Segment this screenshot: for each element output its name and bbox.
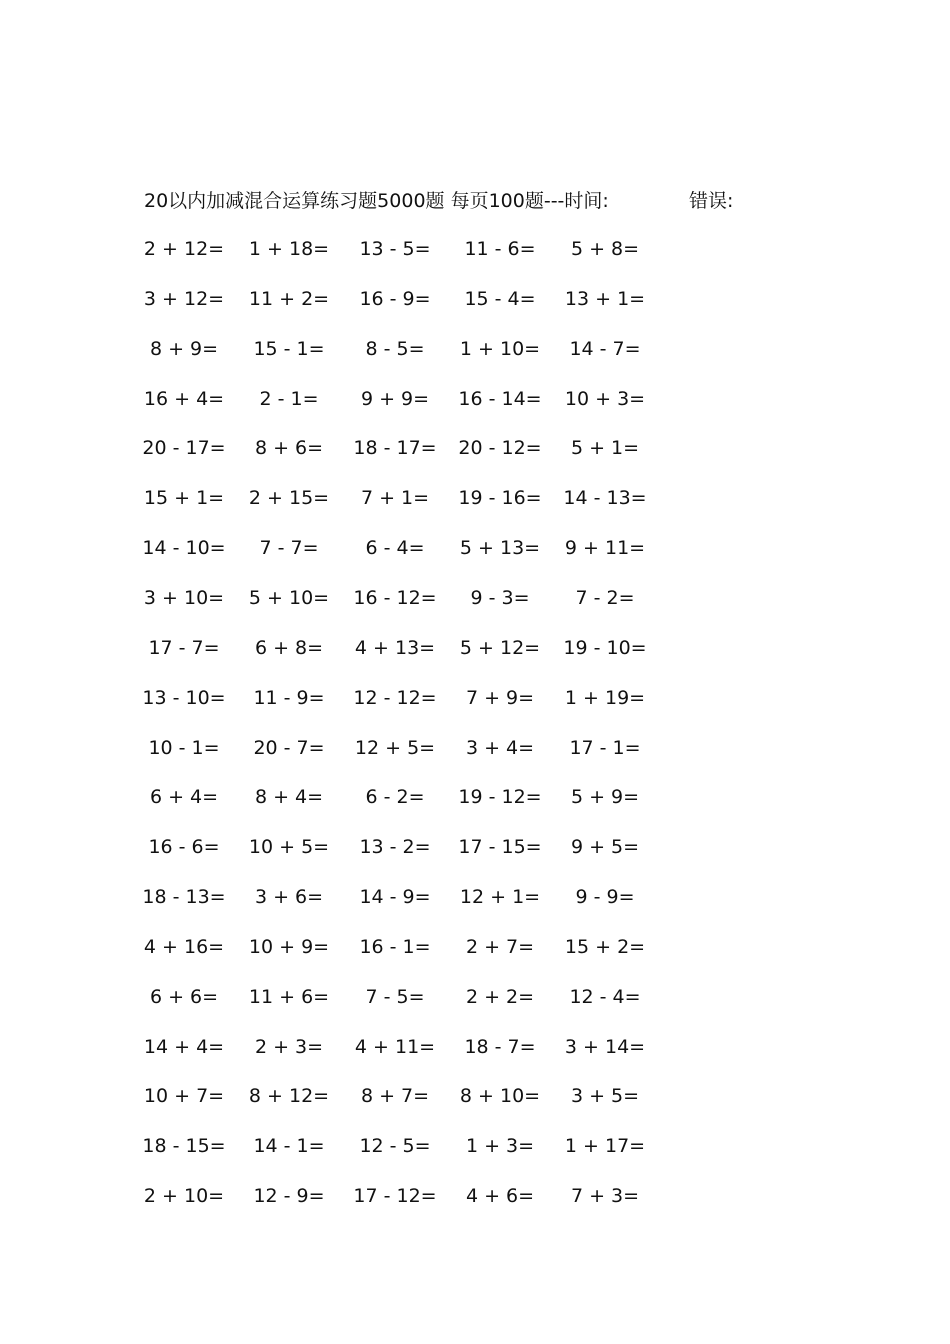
math-problem: 9 + 11= — [564, 537, 646, 559]
math-problem: 3 + 5= — [570, 1085, 640, 1107]
math-problem: 13 - 5= — [359, 238, 431, 260]
math-problem: 12 - 9= — [253, 1185, 325, 1207]
math-problem: 18 - 17= — [353, 437, 437, 459]
math-problem: 1 + 19= — [564, 687, 646, 709]
math-problem: 1 + 18= — [248, 238, 330, 260]
math-problem: 20 - 12= — [458, 437, 542, 459]
math-problem: 5 + 10= — [248, 587, 330, 609]
math-problem: 6 - 2= — [365, 786, 425, 808]
math-problem: 3 + 12= — [143, 288, 225, 310]
math-problem: 12 - 12= — [353, 687, 437, 709]
math-problem: 18 - 15= — [142, 1135, 226, 1157]
math-problem: 14 - 10= — [142, 537, 226, 559]
math-problem: 1 + 10= — [459, 338, 541, 360]
math-problem: 5 + 8= — [570, 238, 640, 260]
math-problem: 2 + 7= — [465, 936, 535, 958]
math-problem: 14 - 1= — [253, 1135, 325, 1157]
math-problem: 19 - 12= — [458, 786, 542, 808]
math-problem: 16 + 4= — [143, 388, 225, 410]
math-problem: 4 + 11= — [354, 1036, 436, 1058]
math-problem: 6 + 4= — [149, 786, 219, 808]
math-problem: 16 - 1= — [359, 936, 431, 958]
math-problem: 4 + 13= — [354, 637, 436, 659]
math-problem: 20 - 17= — [142, 437, 226, 459]
math-problem: 11 - 6= — [464, 238, 536, 260]
math-problem: 18 - 13= — [142, 886, 226, 908]
math-problem: 13 + 1= — [564, 288, 646, 310]
math-problem: 7 - 7= — [259, 537, 319, 559]
math-problem: 9 - 9= — [575, 886, 635, 908]
math-problem: 6 + 6= — [149, 986, 219, 1008]
math-problem: 15 + 2= — [564, 936, 646, 958]
math-problem: 3 + 6= — [254, 886, 324, 908]
math-problem: 4 + 6= — [465, 1185, 535, 1207]
math-problem: 19 - 10= — [563, 637, 647, 659]
math-problem: 16 - 14= — [458, 388, 542, 410]
math-problem: 2 + 12= — [143, 238, 225, 260]
math-problem: 1 + 3= — [465, 1135, 535, 1157]
math-problem: 5 + 13= — [459, 537, 541, 559]
math-problem: 12 - 5= — [359, 1135, 431, 1157]
worksheet-title: 20以内加减混合运算练习题5000题 每页100题---时间: — [144, 190, 609, 212]
math-problem: 8 + 7= — [360, 1085, 430, 1107]
math-problem: 12 + 1= — [459, 886, 541, 908]
math-problem: 4 + 16= — [143, 936, 225, 958]
errors-label: 错误: — [689, 190, 734, 212]
math-problem: 7 + 9= — [465, 687, 535, 709]
math-problem: 2 + 15= — [248, 487, 330, 509]
math-problem: 2 + 2= — [465, 986, 535, 1008]
math-problem: 7 + 1= — [360, 487, 430, 509]
math-problem: 7 - 2= — [575, 587, 635, 609]
math-problem: 9 + 5= — [570, 836, 640, 858]
math-problem: 13 - 10= — [142, 687, 226, 709]
math-problem: 12 + 5= — [354, 737, 436, 759]
math-problem: 18 - 7= — [464, 1036, 536, 1058]
math-problem: 16 - 9= — [359, 288, 431, 310]
math-problem: 8 + 12= — [248, 1085, 330, 1107]
math-problem: 2 + 3= — [254, 1036, 324, 1058]
math-problem: 7 + 3= — [570, 1185, 640, 1207]
math-problem: 5 + 12= — [459, 637, 541, 659]
math-problem: 13 - 2= — [359, 836, 431, 858]
math-problem: 19 - 16= — [458, 487, 542, 509]
math-problem: 3 + 14= — [564, 1036, 646, 1058]
math-problem: 17 - 12= — [353, 1185, 437, 1207]
math-problem: 15 + 1= — [143, 487, 225, 509]
math-problem: 16 - 12= — [353, 587, 437, 609]
math-problem: 6 + 8= — [254, 637, 324, 659]
math-problem: 20 - 7= — [253, 737, 325, 759]
math-problem: 12 - 4= — [569, 986, 641, 1008]
math-problem: 10 + 3= — [564, 388, 646, 410]
math-problem: 11 + 6= — [248, 986, 330, 1008]
math-problem: 14 - 9= — [359, 886, 431, 908]
math-problem: 14 - 7= — [569, 338, 641, 360]
math-problem: 6 - 4= — [365, 537, 425, 559]
math-problem: 8 - 5= — [365, 338, 425, 360]
math-problem: 17 - 7= — [148, 637, 220, 659]
math-problem: 10 + 5= — [248, 836, 330, 858]
math-problem: 3 + 4= — [465, 737, 535, 759]
math-problem: 8 + 9= — [149, 338, 219, 360]
math-problem: 14 + 4= — [143, 1036, 225, 1058]
math-problem: 8 + 6= — [254, 437, 324, 459]
math-problem: 10 - 1= — [148, 737, 220, 759]
math-problem: 10 + 9= — [248, 936, 330, 958]
math-problem: 14 - 13= — [563, 487, 647, 509]
math-problem: 8 + 10= — [459, 1085, 541, 1107]
math-problem: 2 + 10= — [143, 1185, 225, 1207]
math-problem: 17 - 1= — [569, 737, 641, 759]
math-problem: 9 + 9= — [360, 388, 430, 410]
math-problem: 5 + 1= — [570, 437, 640, 459]
math-problem: 3 + 10= — [143, 587, 225, 609]
math-problem: 16 - 6= — [148, 836, 220, 858]
math-problem: 11 + 2= — [248, 288, 330, 310]
math-problem: 8 + 4= — [254, 786, 324, 808]
math-problem: 11 - 9= — [253, 687, 325, 709]
math-problem: 9 - 3= — [470, 587, 530, 609]
math-problem: 17 - 15= — [458, 836, 542, 858]
math-problem: 10 + 7= — [143, 1085, 225, 1107]
math-problem: 15 - 4= — [464, 288, 536, 310]
math-problem: 5 + 9= — [570, 786, 640, 808]
math-problem: 2 - 1= — [259, 388, 319, 410]
math-problem: 7 - 5= — [365, 986, 425, 1008]
math-problem: 1 + 17= — [564, 1135, 646, 1157]
math-problem: 15 - 1= — [253, 338, 325, 360]
